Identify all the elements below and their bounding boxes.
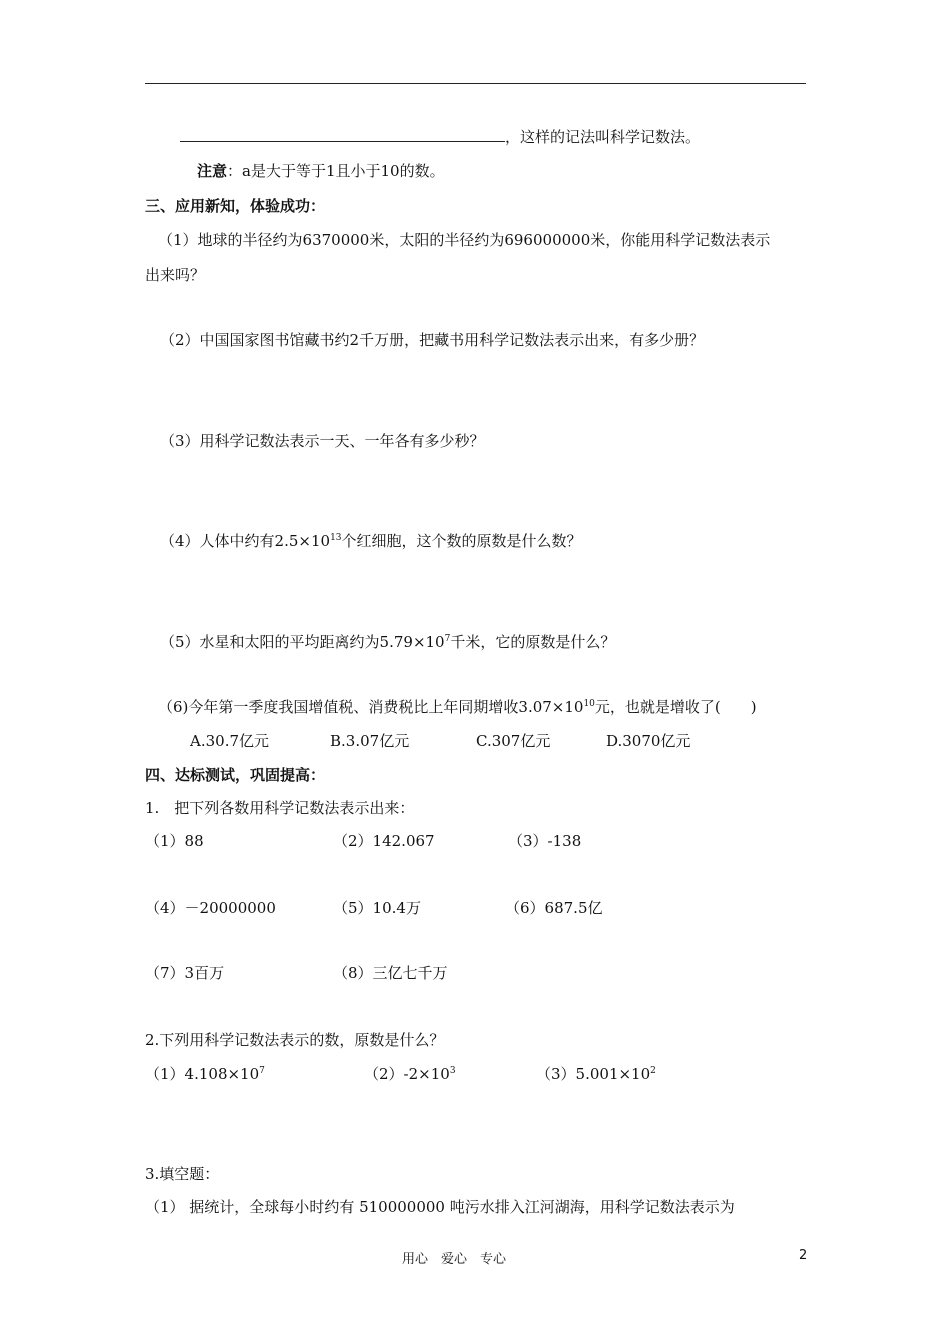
note-label: 注意 [197,162,228,180]
problem-1-title: 1. 把下列各数用科学记数法表示出来： [145,799,415,817]
problem-2-item: $(2)-2\times 10^3$ [364,1065,456,1083]
problem-1-item: （5）10.4万 [333,899,421,917]
q1-line-2: 出来吗？ [145,266,206,284]
q6-exponent: 10 [583,699,595,709]
problem-1-item: （7）3百万 [145,964,225,982]
q3: （3）用科学记数法表示一天、一年各有多少秒？ [160,432,485,450]
problem-2-item: $(3)5.001\times 10^2$ [536,1065,656,1083]
problem-2-item: $(1)4.108\times 10^7$ [145,1065,265,1083]
problem-1-item: （1）88 [145,832,204,850]
q5-exponent: 7 [444,634,451,644]
section-4-heading: 四、达标测试，巩固提高： [145,766,326,784]
problem-1-item: （6）687.5亿 [505,899,603,917]
problem-3-title: 3.填空题： [145,1165,220,1183]
section-3-heading: 三、应用新知，体验成功： [145,197,326,215]
q6-option-c: C.307亿元 [476,732,551,750]
header-rule [145,83,806,84]
q4-exponent: 13 [330,533,342,543]
q4: （4）人体中约有$2.5\times 10^{13}$个红细胞，这个数的原数是什么数？ [160,532,582,550]
note-text: ：a是大于等于1且小于10的数。 [227,162,445,180]
problem-3-q1: （1） 据统计，全球每小时约有 510000000 吨污水排入江河湖海，用科学记数法表示为 [145,1198,735,1216]
problem-1-item: （3）-138 [508,832,582,850]
page-number: 2 [799,1248,808,1263]
q6: （6)今年第一季度我国增值税、消费税比上年同期增收$3.07\times 10^{10}$元，也就是增收了( ) [158,698,757,716]
definition-line: ，这样的记法叫科学记数法。 [180,127,700,147]
q6-option-b: B.3.07亿元 [330,732,410,750]
q6-option-d: D.3070亿元 [606,732,691,750]
problem-1-item: （4）－20000000 [145,899,276,917]
note-line [197,161,445,181]
q1-line-1: （1）地球的半径约为6370000米，太阳的半径约为696000000米，你能用科学记数法表示 [158,231,771,249]
problem-1-item: （8）三亿七千万 [333,964,448,982]
q2: （2）中国国家图书馆藏书约2千万册，把藏书用科学记数法表示出来，有多少册？ [160,331,705,349]
footer-motto: 用心 爱心 专心 [402,1252,507,1267]
problem-2-title: 2.下列用科学记数法表示的数，原数是什么？ [145,1031,445,1049]
q5: （5）水星和太阳的平均距离约为$5.79\times 10^7$千米，它的原数是什么？ [160,633,616,651]
definition-blank[interactable] [180,127,505,142]
q6-option-a: A.30.7亿元 [190,732,269,750]
problem-1-item: （2）142.067 [333,832,435,850]
